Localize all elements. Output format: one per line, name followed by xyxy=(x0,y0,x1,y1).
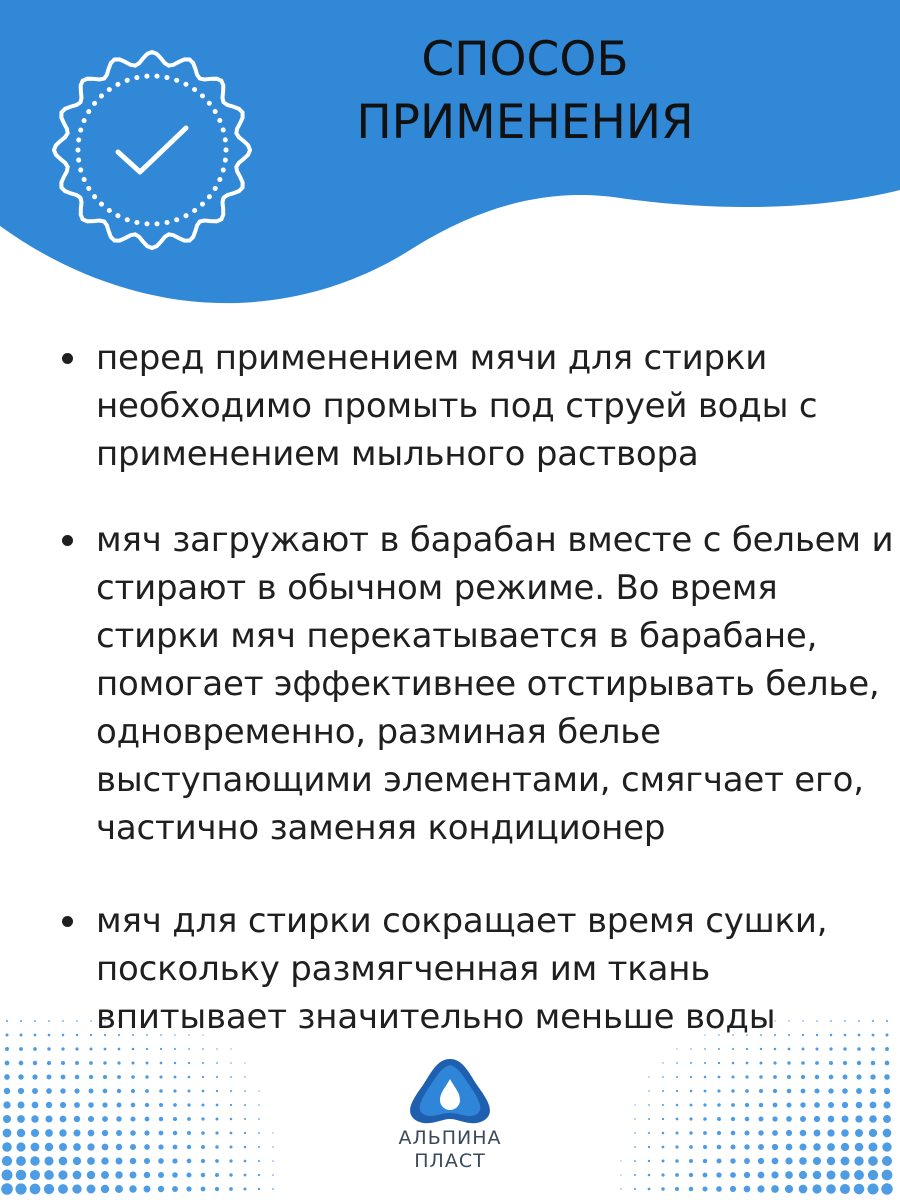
brand-line-2: ПЛАСТ xyxy=(414,1150,486,1172)
list-item-text: мяч загружают в барабан вместе с бельем и стирают в обычном режиме. Во время стирки мяч перекатывается в барабане, помогает эффективнее отстирывать белье, одновременно, разминая белье выступающими элементами, смягчает его, частично заменяя кондиционер xyxy=(96,520,894,848)
list-item xyxy=(58,516,898,852)
bullet-icon xyxy=(62,353,73,364)
bullet-icon xyxy=(62,535,73,546)
instructions-list xyxy=(58,334,898,1041)
title-line-1: СПОСОБ xyxy=(421,32,629,87)
list-item-text: перед применением мячи для стирки необходимо промыть под струей воды с применением мыльного раствора xyxy=(96,338,818,474)
list-item xyxy=(58,897,898,1041)
page-title xyxy=(300,28,750,154)
title-line-2: ПРИМЕНЕНИЯ xyxy=(356,95,694,150)
bullet-icon xyxy=(62,916,73,927)
brand-line-1: АЛЬПИНА xyxy=(398,1127,502,1149)
brand-logo xyxy=(380,1055,520,1185)
brand-name xyxy=(380,1127,520,1173)
list-item xyxy=(58,334,898,478)
drop-triangle-logo-icon xyxy=(405,1055,495,1127)
list-item-text: мяч для стирки сокращает время сушки, поскольку размягченная им ткань впитывает значительно меньше воды xyxy=(96,901,828,1037)
check-badge-icon xyxy=(50,48,254,252)
